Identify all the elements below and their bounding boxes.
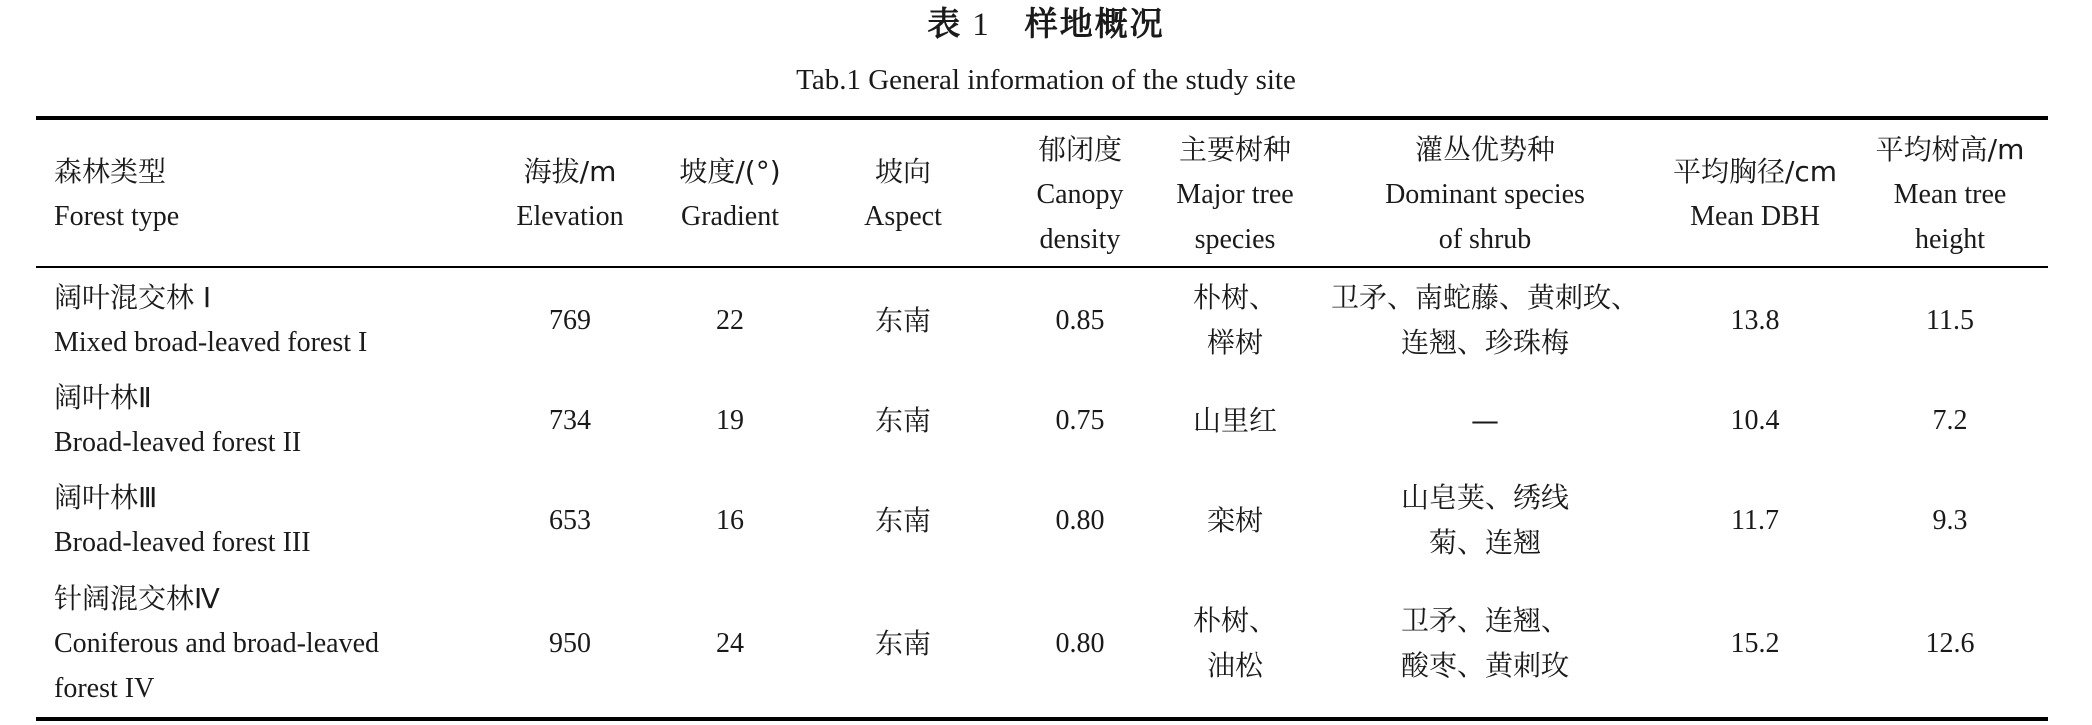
row-1-elevation: [500, 270, 640, 370]
header-major-tree-en1: Major tree: [1176, 178, 1294, 210]
row-1-height: [1860, 270, 2040, 370]
header-canopy-en2: density: [1039, 223, 1121, 255]
header-canopy: [1005, 124, 1155, 264]
aspect-value: 东南: [874, 303, 931, 337]
forest-type-en: Broad-leaved forest II: [54, 427, 302, 458]
row-3-aspect: [838, 470, 968, 570]
header-major-tree-en2: species: [1194, 223, 1276, 255]
header-canopy-cn: 郁闭度: [1037, 132, 1122, 166]
shrub-value: 卫矛、南蛇藤、黄刺玫、: [1330, 281, 1639, 314]
gradient-value: 16: [716, 504, 744, 536]
header-aspect-cn: 坡向: [874, 155, 931, 188]
row-1-tree: [1155, 270, 1315, 370]
header-dbh-en: Mean DBH: [1690, 201, 1820, 232]
canopy-value: 0.75: [1055, 404, 1105, 436]
forest-type-en: forest IV: [54, 672, 155, 704]
shrub-value: 连翘、珍珠梅: [1400, 326, 1569, 359]
row-4-dbh: [1655, 570, 1855, 716]
header-forest-type: [54, 130, 474, 258]
forest-type-cn: 阔叶混交林 I: [54, 281, 212, 314]
elevation-value: 950: [549, 627, 591, 659]
forest-type-en: Broad-leaved forest III: [54, 527, 311, 558]
top-rule: [36, 116, 2048, 120]
row-4-gradient: [655, 570, 805, 716]
header-height-en1: Mean tree: [1893, 178, 2007, 210]
row-2-canopy: [1005, 370, 1155, 470]
row-4-shrub: [1320, 570, 1650, 716]
forest-type-en: Coniferous and broad-leaved: [54, 627, 379, 659]
row-3-gradient: [655, 470, 805, 570]
height-value: 9.3: [1932, 504, 1968, 536]
shrub-value: —: [1471, 403, 1499, 437]
aspect-value: 东南: [874, 503, 931, 537]
shrub-value: 山皂荚、绣线: [1400, 481, 1569, 514]
header-aspect-en: Aspect: [864, 201, 942, 232]
header-gradient-cn: 坡度/(°): [679, 155, 781, 188]
shrub-value: 卫矛、连翘、: [1400, 604, 1569, 637]
row-4-height: [1860, 570, 2040, 716]
row-4-forest-type: [54, 570, 484, 716]
elevation-value: 769: [549, 304, 591, 336]
row-4-elevation: [500, 570, 640, 716]
shrub-value: 酸枣、黄刺玫: [1400, 649, 1569, 682]
tree-value: 朴树、: [1192, 281, 1277, 314]
tree-value: 榉树: [1206, 326, 1263, 359]
canopy-value: 0.85: [1055, 304, 1105, 336]
forest-type-cn: 针阔混交林Ⅳ: [54, 581, 220, 615]
table-title-number: 1: [972, 7, 991, 43]
dbh-value: 15.2: [1730, 627, 1780, 659]
gradient-value: 24: [716, 627, 744, 659]
row-1-aspect: [838, 270, 968, 370]
table-title: [0, 0, 2092, 48]
dbh-value: 13.8: [1730, 304, 1780, 336]
tree-value: 栾树: [1206, 503, 1263, 537]
header-gradient: [655, 130, 805, 258]
row-3-tree: [1155, 470, 1315, 570]
row-2-dbh: [1655, 370, 1855, 470]
row-3-height: [1860, 470, 2040, 570]
dbh-value: 10.4: [1730, 404, 1780, 436]
row-3-dbh: [1655, 470, 1855, 570]
row-3-shrub: [1320, 470, 1650, 570]
row-1-gradient: [655, 270, 805, 370]
row-2-elevation: [500, 370, 640, 470]
elevation-value: 653: [549, 504, 591, 536]
tree-value: 油松: [1206, 649, 1263, 682]
header-rule: [36, 266, 2048, 268]
header-major-tree-cn: 主要树种: [1178, 132, 1291, 166]
row-2-gradient: [655, 370, 805, 470]
header-elevation-cn: 海拔/m: [523, 155, 617, 188]
row-4-aspect: [838, 570, 968, 716]
gradient-value: 22: [716, 304, 744, 336]
row-1-dbh: [1655, 270, 1855, 370]
row-2-tree: [1155, 370, 1315, 470]
row-2-aspect: [838, 370, 968, 470]
row-3-forest-type: [54, 470, 484, 570]
aspect-value: 东南: [874, 626, 931, 660]
header-forest-type-en: Forest type: [54, 201, 180, 232]
header-shrub-cn: 灌丛优势种: [1414, 132, 1555, 166]
header-elevation: [500, 130, 640, 258]
header-dbh-cn: 平均胸径/cm: [1672, 155, 1838, 188]
canopy-value: 0.80: [1055, 504, 1105, 536]
row-1-forest-type: [54, 270, 484, 370]
row-4-canopy: [1005, 570, 1155, 716]
row-2-height: [1860, 370, 2040, 470]
header-elevation-en: Elevation: [516, 201, 624, 232]
dbh-value: 11.7: [1731, 504, 1779, 536]
header-height-en2: height: [1915, 223, 1985, 255]
tree-value: 朴树、: [1192, 604, 1277, 637]
bottom-rule: [36, 717, 2048, 721]
forest-type-en: Mixed broad-leaved forest I: [54, 327, 368, 358]
height-value: 12.6: [1925, 627, 1975, 659]
row-4-tree: [1155, 570, 1315, 716]
height-value: 7.2: [1932, 404, 1968, 436]
header-forest-type-cn: 森林类型: [54, 155, 167, 188]
table-title-prefix: 表: [927, 4, 963, 43]
forest-type-cn: 阔叶林Ⅲ: [54, 481, 158, 514]
header-canopy-en1: Canopy: [1036, 178, 1124, 210]
canopy-value: 0.80: [1055, 627, 1105, 659]
row-2-shrub: [1320, 370, 1650, 470]
header-shrub-en1: Dominant species: [1385, 178, 1585, 210]
row-3-canopy: [1005, 470, 1155, 570]
header-height: [1860, 124, 2040, 264]
header-shrub-en2: of shrub: [1438, 223, 1532, 255]
header-dbh: [1655, 130, 1855, 258]
elevation-value: 734: [549, 404, 591, 436]
height-value: 11.5: [1926, 304, 1974, 336]
header-gradient-en: Gradient: [681, 201, 779, 232]
row-1-shrub: [1320, 270, 1650, 370]
header-major-tree: [1155, 124, 1315, 264]
header-height-cn: 平均树高/m: [1875, 132, 2025, 166]
shrub-value: 菊、连翘: [1428, 526, 1541, 559]
table-subtitle: Tab.1 General information of the study site: [796, 64, 1296, 96]
header-aspect: [838, 130, 968, 258]
row-3-elevation: [500, 470, 640, 570]
gradient-value: 19: [716, 404, 744, 436]
forest-type-cn: 阔叶林Ⅱ: [54, 381, 152, 414]
tree-value: 山里红: [1192, 403, 1277, 437]
row-2-forest-type: [54, 370, 484, 470]
header-shrub: [1320, 124, 1650, 264]
row-1-canopy: [1005, 270, 1155, 370]
aspect-value: 东南: [874, 403, 931, 437]
table-title-text: 样地概况: [1024, 4, 1165, 43]
